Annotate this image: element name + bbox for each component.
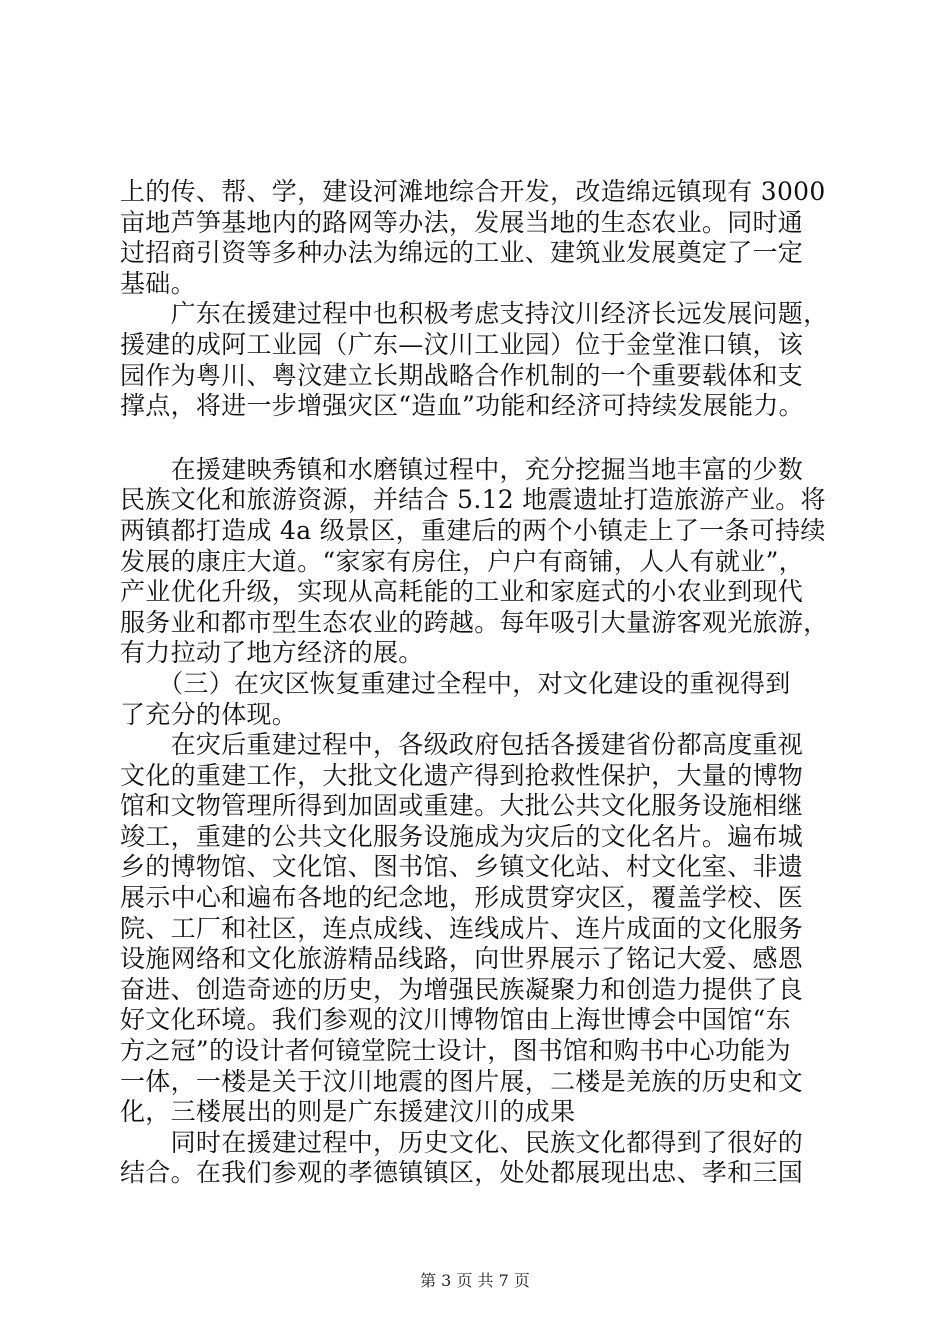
text-line: 好文化环境。我们参观的汶川博物馆由上海世博会中国馆“东 xyxy=(120,1005,791,1035)
text-line: 在援建映秀镇和水磨镇过程中，充分挖掘当地丰富的少数 xyxy=(120,454,804,484)
text-line: 撑点，将进一步增强灾区“造血”功能和经济可持续发展能力。 xyxy=(120,391,804,421)
text-line: 广东在援建过程中也积极考虑支持汶川经济长远发展问题， xyxy=(120,299,829,329)
text-line: 亩地芦笋基地内的路网等办法，发展当地的生态农业。同时通 xyxy=(120,207,804,237)
page-number-footer: 第 3 页 共 7 页 xyxy=(420,1271,530,1290)
text-line: 展示中心和遍布各地的纪念地，形成贯穿灾区，覆盖学校、医 xyxy=(120,883,804,913)
section-heading-culture xyxy=(120,669,835,730)
text-line: 民族文化和旅游资源，并结合 5.12 地震遗址打造旅游产业。将 xyxy=(120,485,826,515)
text-line: （三）在灾区恢复重建过全程中，对文化建设的重视得到 xyxy=(120,668,791,698)
text-line: 化，三楼展出的则是广东援建汶川的成果 xyxy=(120,1097,576,1127)
document-body xyxy=(120,177,835,1189)
paragraph-mianyuan-agriculture xyxy=(120,177,835,299)
text-line: 结合。在我们参观的孝德镇镇区，处处都展现出忠、孝和三国 xyxy=(120,1158,804,1188)
text-line: 上的传、帮、学，建设河滩地综合开发，改造绵远镇现有 3000 xyxy=(120,177,826,206)
text-line: 两镇都打造成 4a 级景区，重建后的两个小镇走上了一条可持续 xyxy=(120,515,826,545)
text-line: 乡的博物馆、文化馆、图书馆、乡镇文化站、村文化室、非遗 xyxy=(120,852,804,882)
text-line: 一体，一楼是关于汶川地震的图片展，二楼是羌族的历史和文 xyxy=(120,1066,804,1096)
paragraph-tourism xyxy=(120,455,835,669)
text-line: 发展的康庄大道。“家家有房住，户户有商铺，人人有就业”， xyxy=(120,546,804,576)
paragraph-industrial-park xyxy=(120,299,835,421)
text-line: 过招商引资等多种办法为绵远的工业、建筑业发展奠定了一定 xyxy=(120,238,804,268)
text-line: 园作为粤川、粤汶建立长期战略合作机制的一个重要载体和支 xyxy=(120,360,804,390)
text-line: 设施网络和文化旅游精品线路，向世界展示了铭记大爱、感恩 xyxy=(120,944,804,974)
paragraph-spacer xyxy=(120,422,835,455)
text-line: 援建的成阿工业园（广东—汶川工业园）位于金堂淮口镇，该 xyxy=(120,329,804,359)
text-line: 馆和文物管理所得到加固或重建。大批公共文化服务设施相继 xyxy=(120,791,804,821)
paragraph-cultural-rebuilding xyxy=(120,730,835,1128)
paragraph-historical-culture xyxy=(120,1128,835,1189)
text-line: 院、工厂和社区，连点成线、连线成片、连片成面的文化服务 xyxy=(120,913,804,943)
text-line: 在灾后重建过程中，各级政府包括各援建省份都高度重视 xyxy=(120,730,804,760)
text-line: 服务业和都市型生态农业的跨越。每年吸引大量游客观光旅游， xyxy=(120,607,829,637)
text-line: 奋进、创造奇迹的历史，为增强民族凝聚力和创造力提供了良 xyxy=(120,974,804,1004)
text-line: 文化的重建工作，大批文化遗产得到抢救性保护，大量的博物 xyxy=(120,760,804,790)
text-line: 产业优化升级，实现从高耗能的工业和家庭式的小农业到现代 xyxy=(120,577,804,607)
text-line: 方之冠”的设计者何镜堂院士设计，图书馆和购书中心功能为 xyxy=(120,1036,791,1066)
text-line: 有力拉动了地方经济的展。 xyxy=(120,638,424,668)
text-line: 基础。 xyxy=(120,268,196,298)
text-line: 同时在援建过程中，历史文化、民族文化都得到了很好的 xyxy=(120,1127,804,1157)
text-line: 竣工，重建的公共文化服务设施成为灾后的文化名片。遍布城 xyxy=(120,821,804,851)
text-line: 了充分的体现。 xyxy=(120,699,298,729)
